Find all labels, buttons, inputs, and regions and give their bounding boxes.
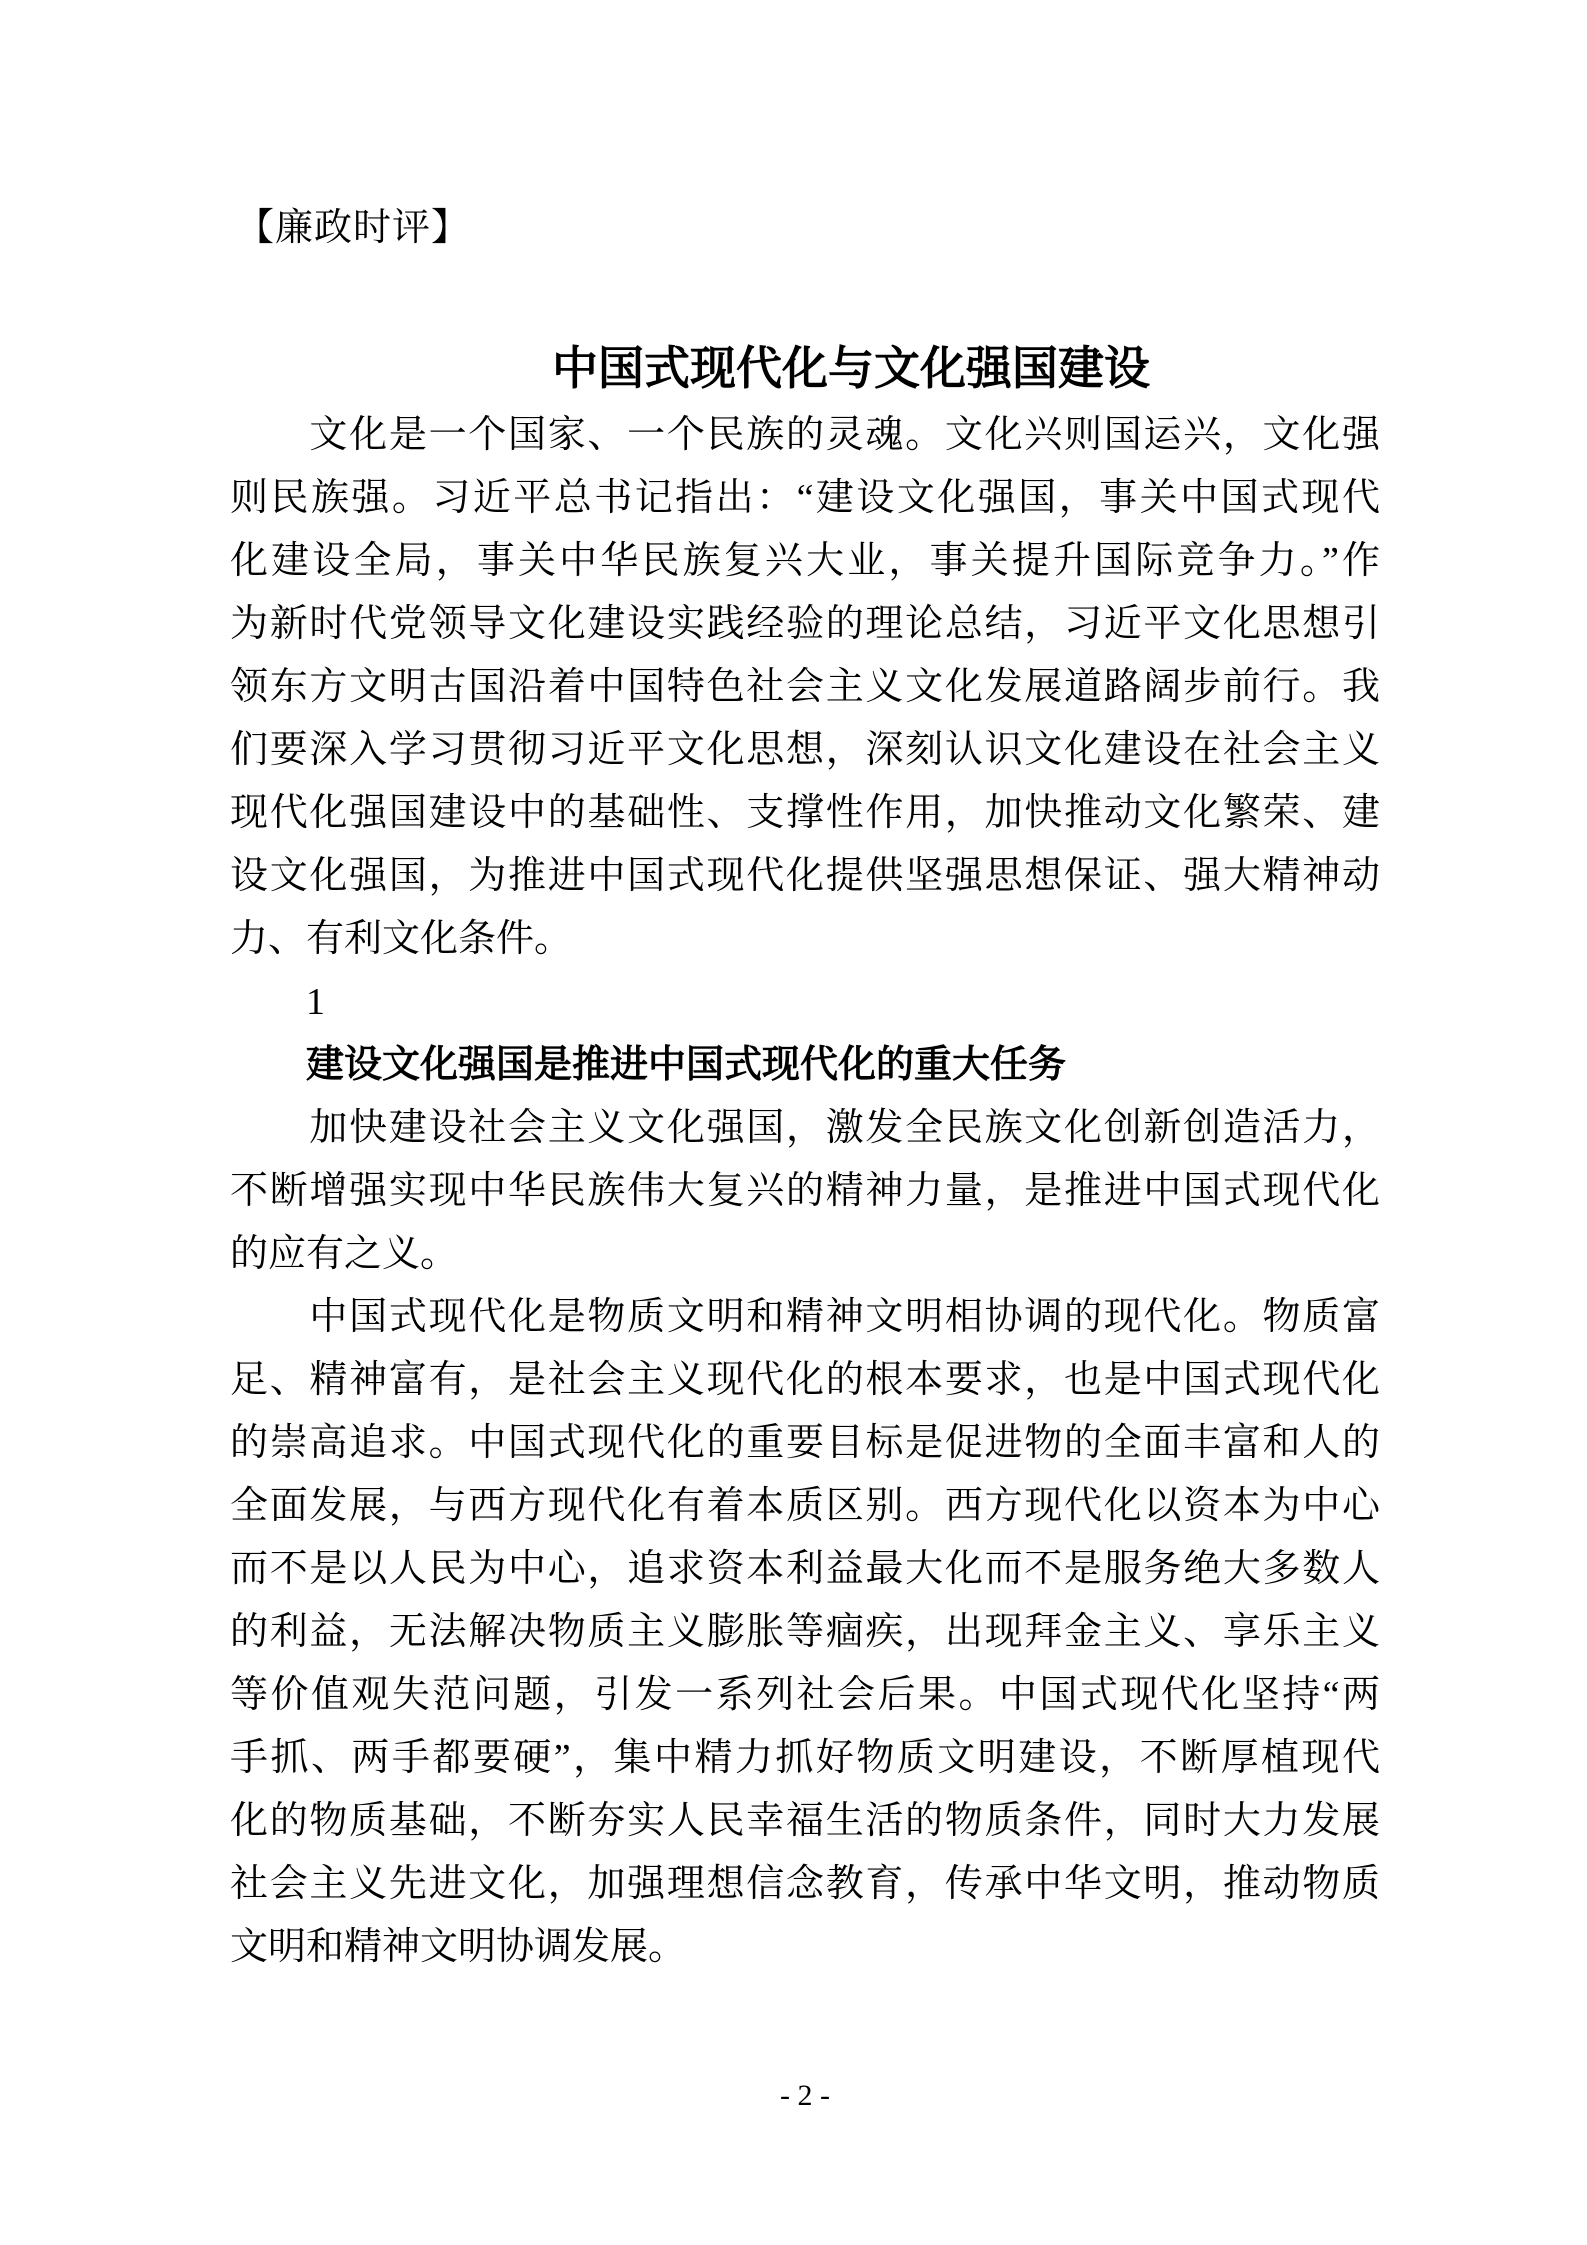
body-text-line: 等价值观失范问题，引发一系列社会后果。中国式现代化坚持“两	[230, 1674, 1380, 1716]
body-text-line: 化建设全局，事关中华民族复兴大业，事关提升国际竞争力。”作	[230, 540, 1380, 582]
body-text-line: 设文化强国，为推进中国式现代化提供坚强思想保证、强大精神动	[230, 855, 1380, 897]
body-text-line: 足、精神富有，是社会主义现代化的根本要求，也是中国式现代化	[230, 1359, 1380, 1401]
body-text-line: 的应有之义。	[230, 1233, 459, 1275]
body-text-line: 的利益，无法解决物质主义膨胀等痼疾，出现拜金主义、享乐主义	[230, 1611, 1380, 1653]
body-text-line: 文明和精神文明协调发展。	[230, 1926, 687, 1968]
body-text-line: 力、有利文化条件。	[230, 918, 573, 960]
body-text-line: 中国式现代化是物质文明和精神文明相协调的现代化。物质富	[230, 1296, 1380, 1338]
body-text-line: 领东方文明古国沿着中国特色社会主义文化发展道路阔步前行。我	[230, 666, 1380, 708]
body-text-line: 们要深入学习贯彻习近平文化思想，深刻认识文化建设在社会主义	[230, 729, 1380, 771]
document-body	[230, 404, 1380, 1979]
section-heading: 建设文化强国是推进中国式现代化的重大任务	[230, 1044, 1067, 1086]
body-text-line: 不断增强实现中华民族伟大复兴的精神力量，是推进中国式现代化	[230, 1170, 1380, 1212]
page-number: - 2 -	[780, 2079, 830, 2112]
body-text-line: 社会主义先进文化，加强理想信念教育，传承中华文明，推动物质	[230, 1863, 1380, 1905]
body-text-line: 的崇高追求。中国式现代化的重要目标是促进物的全面丰富和人的	[230, 1422, 1380, 1464]
body-text-line: 加快建设社会主义文化强国，激发全民族文化创新创造活力，	[230, 1107, 1380, 1149]
body-text-line: 全面发展，与西方现代化有着本质区别。西方现代化以资本为中心	[230, 1485, 1380, 1527]
body-text-line: 手抓、两手都要硬”，集中精力抓好物质文明建设，不断厚植现代	[230, 1737, 1380, 1779]
section-number: 1	[230, 981, 326, 1023]
body-text-line: 现代化强国建设中的基础性、支撑性作用，加快推动文化繁荣、建	[230, 792, 1380, 834]
category-tag: 【廉政时评】	[236, 207, 471, 249]
body-text-line: 化的物质基础，不断夯实人民幸福生活的物质条件，同时大力发展	[230, 1800, 1380, 1842]
body-text-line: 而不是以人民为中心，追求资本利益最大化而不是服务绝大多数人	[230, 1548, 1380, 1590]
document-title: 中国式现代化与文化强国建设	[552, 343, 1150, 394]
body-text-line: 为新时代党领导文化建设实践经验的理论总结，习近平文化思想引	[230, 603, 1380, 645]
body-text-line: 文化是一个国家、一个民族的灵魂。文化兴则国运兴，文化强	[230, 414, 1380, 456]
body-text-line: 则民族强。习近平总书记指出：“建设文化强国，事关中国式现代	[230, 477, 1380, 519]
